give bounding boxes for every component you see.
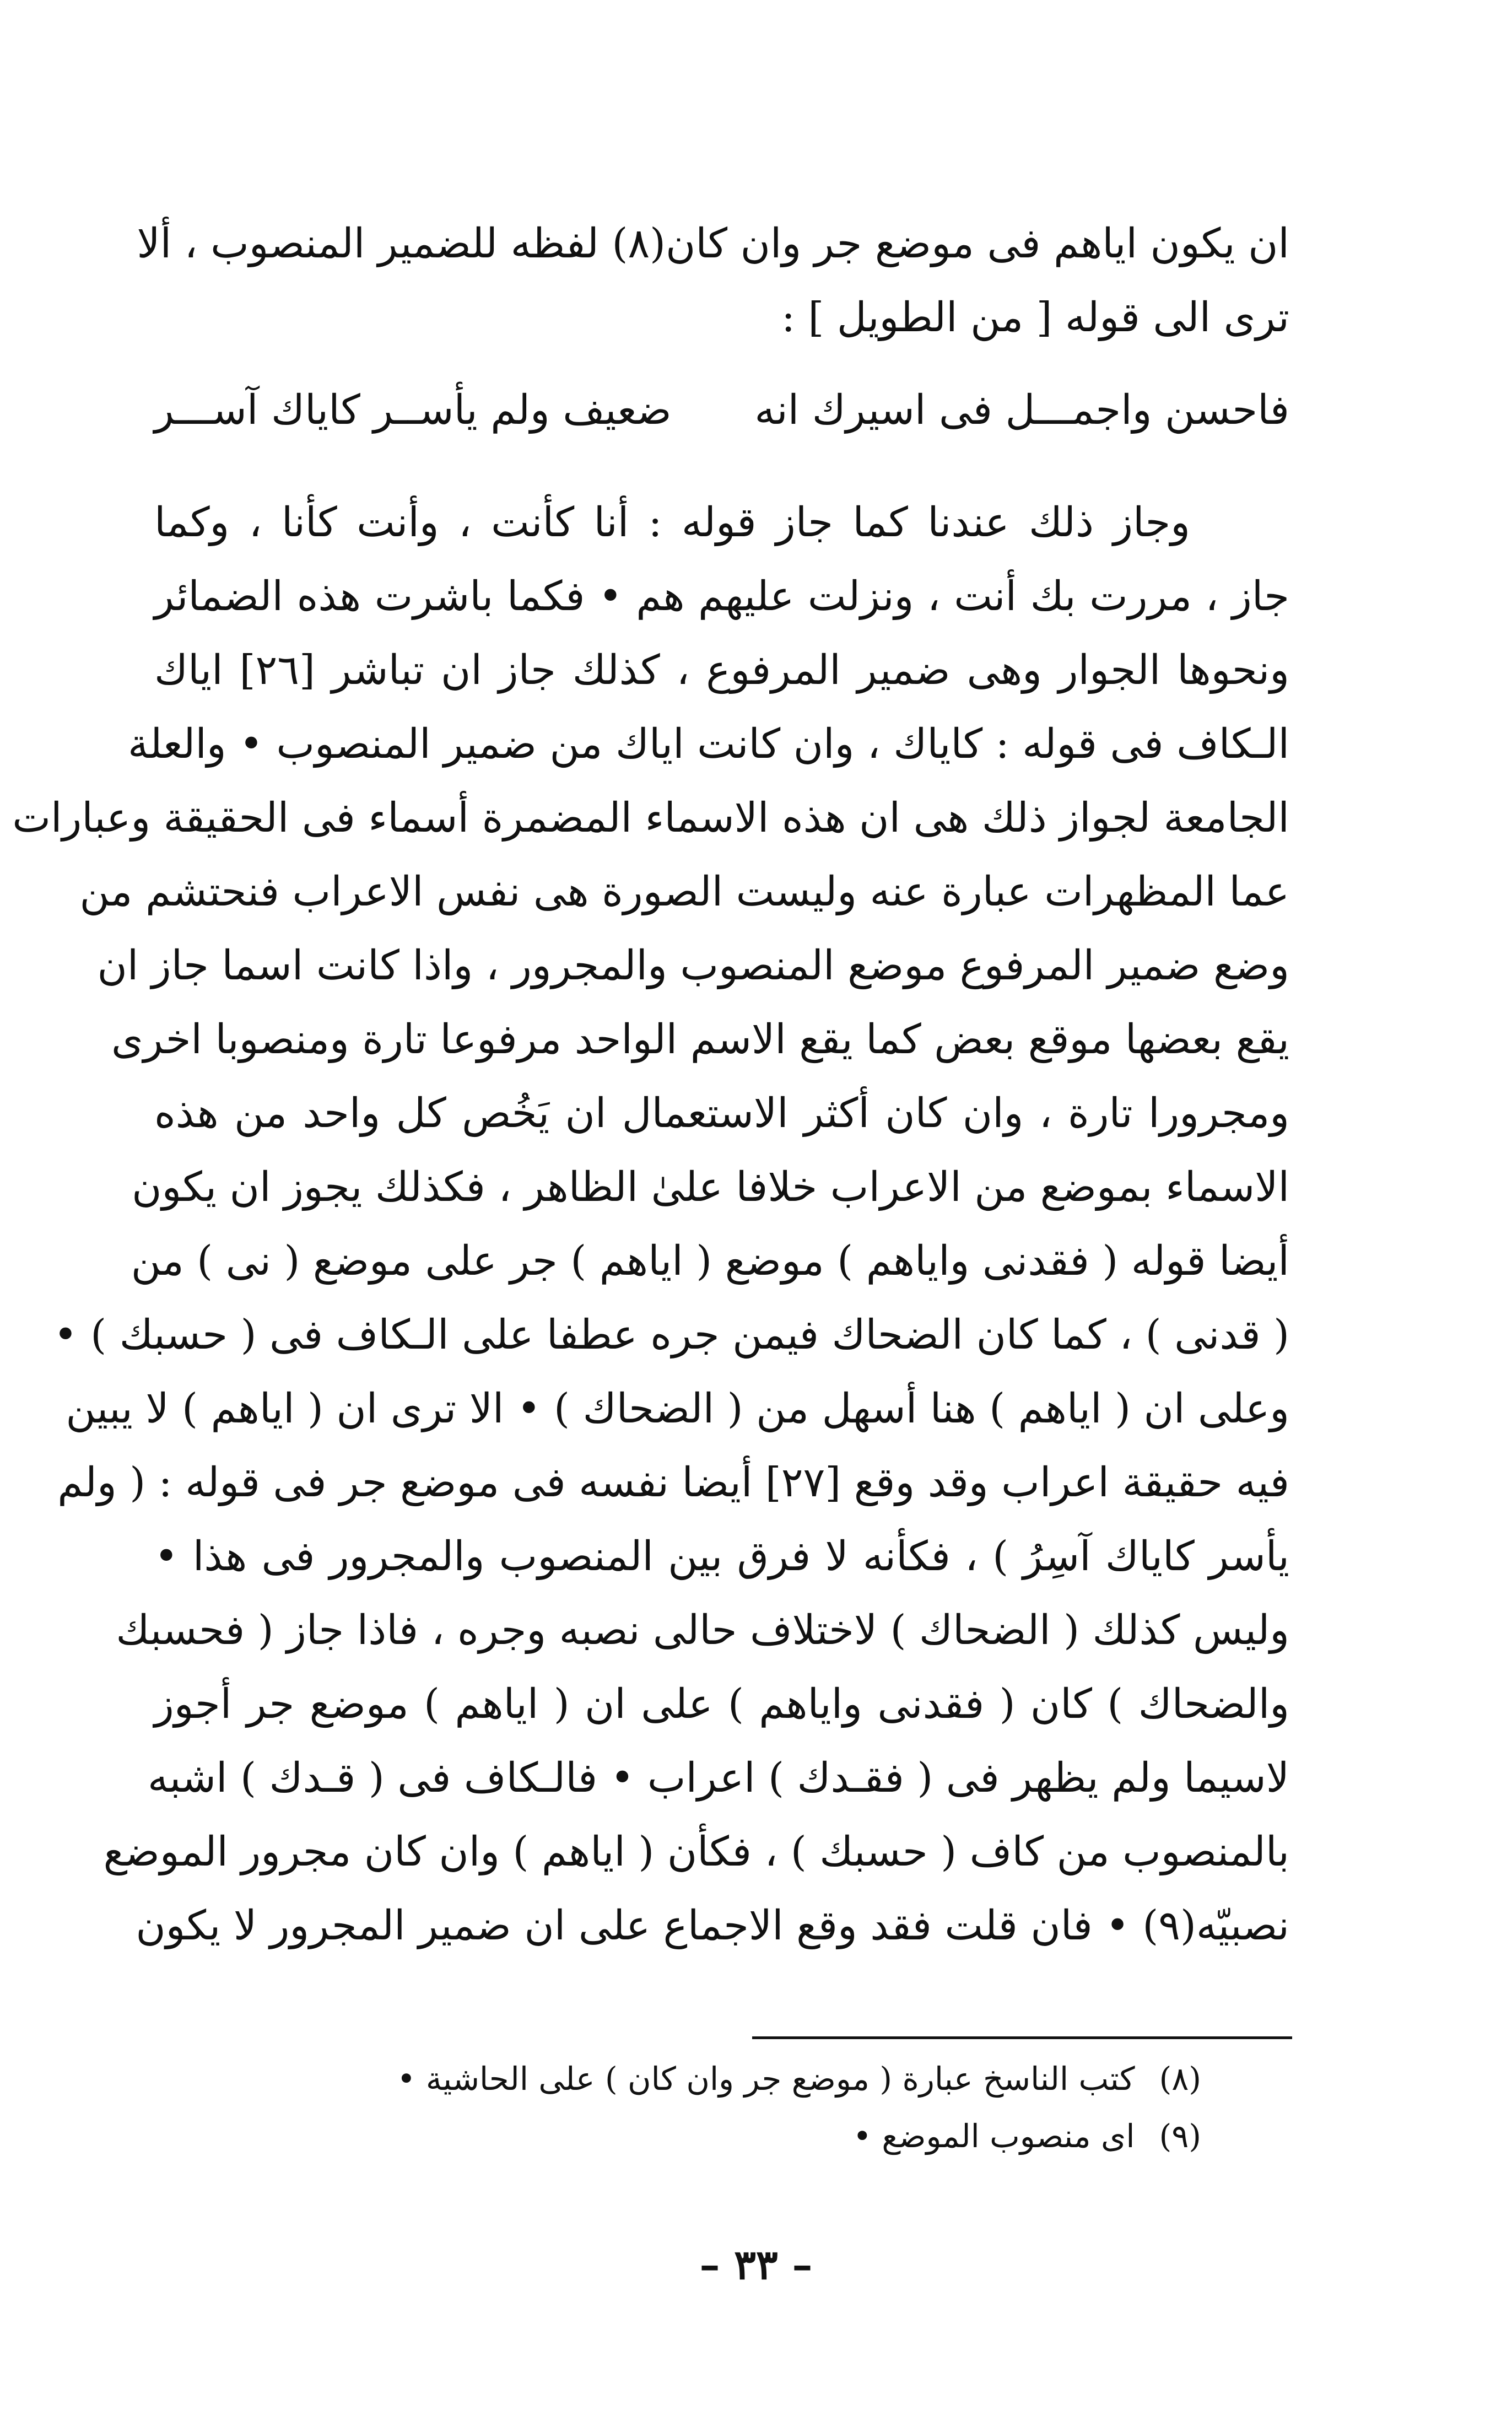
footnotes [154, 2050, 1289, 2165]
text-line: ( قدنى ) ، كما كان الضحاك فيمن جره عطفا على الـكاف فى ( حسبك ) • [53, 1311, 1289, 1359]
footnote-number: (٨) [1159, 2060, 1201, 2098]
text-line: وجاز ذلك عندنا كما جاز قوله : أنا كأنت ، وأنت كأنا ، وكما [154, 499, 1190, 546]
text-line: بالمنصوب من كاف ( حسبك ) ، فكأن ( اياهم ) وان كان مجرور الموضع [103, 1828, 1289, 1875]
verse-hemistich-second: ضعيف ولم يأســر كاياك آســـر [154, 386, 672, 434]
text-line: عما المظهرات عبارة عنه وليست الصورة هى نفس الاعراب فنحتشم من [79, 868, 1289, 915]
poetry-verse [154, 373, 1289, 447]
text-line: ونحوها الجوار وهى ضمير المرفوع ، كذلك جاز ان تباشر [٢٦] اياك [154, 646, 1290, 694]
footnote-text: كتب الناسخ عبارة ( موضع جر وان كان ) على الحاشية • [397, 2060, 1135, 2098]
text-line: الاسماء بموضع من الاعراب خلافا علىٰ الظاهر ، فكذلك يجوز ان يكون [132, 1163, 1289, 1211]
text-line: وعلى ان ( اياهم ) هنا أسهل من ( الضحاك ) • الا ترى ان ( اياهم ) لا يبين [66, 1385, 1289, 1432]
footnote-item [154, 2050, 1201, 2107]
text-line: الجامعة لجواز ذلك هى ان هذه الاسماء المضمرة أسماء فى الحقيقة وعبارات [12, 794, 1289, 842]
text-line: وضع ضمير المرفوع موضع المنصوب والمجرور ، واذا كانت اسما جاز ان [97, 942, 1289, 989]
text-line: وليس كذلك ( الضحاك ) لاختلاف حالى نصبه وجره ، فاذا جاز ( فحسبك [116, 1607, 1289, 1654]
text-line: الـكاف فى قوله : كاياك ، وان كانت اياك من ضمير المنصوب • والعلة [127, 720, 1289, 768]
text-line: لاسيما ولم يظهر فى ( فقـدك ) اعراب • فالـكاف فى ( قـدك ) اشبه [148, 1754, 1289, 1802]
text-line: فيه حقيقة اعراب وقد وقع [٢٧] أيضا نفسه فى موضع جر فى قوله : ( ولم [57, 1459, 1289, 1506]
text-line: ترى الى قوله [ من الطويل ] : [781, 294, 1289, 341]
text-line: يقع بعضها موقع بعض كما يقع الاسم الواحد مرفوعا تارة ومنصوبا اخرى [111, 1016, 1289, 1063]
footnote-item [154, 2107, 1201, 2165]
text-line: أيضا قوله ( فقدنى واياهم ) موضع ( اياهم ) جر على موضع ( نى ) من [131, 1237, 1289, 1285]
page-number: – ٣٣ – [699, 2241, 813, 2289]
verse-hemistich-first: فاحسن واجمـــل فى اسيرك انه [754, 386, 1289, 434]
text-line: ان يكون اياهم فى موضع جر وان كان(٨) لفظه للضمير المنصوب ، ألا [137, 220, 1289, 267]
footnote-text: اى منصوب الموضع • [852, 2117, 1135, 2155]
text-line: نصبيّه(٩) • فان قلت فقد وقع الاجماع على ان ضمير المجرور لا يكون [136, 1902, 1289, 1949]
footnote-number: (٩) [1159, 2117, 1201, 2155]
text-line: جاز ، مررت بك أنت ، ونزلت عليهم هم • فكما باشرت هذه الضمائر [154, 573, 1289, 620]
text-line: والضحاك ) كان ( فقدنى واياهم ) على ان ( اياهم ) موضع جر أجوز [154, 1680, 1289, 1728]
footnote-divider [752, 2036, 1292, 2039]
main-text-block [12, 207, 1290, 1963]
text-line: ومجرورا تارة ، وان كان أكثر الاستعمال ان يَخُص كل واحد من هذه [154, 1090, 1289, 1137]
text-line: يأسر كاياك آسِرُ ) ، فكأنه لا فرق بين المنصوب والمجرور فى هذا • [154, 1533, 1289, 1580]
